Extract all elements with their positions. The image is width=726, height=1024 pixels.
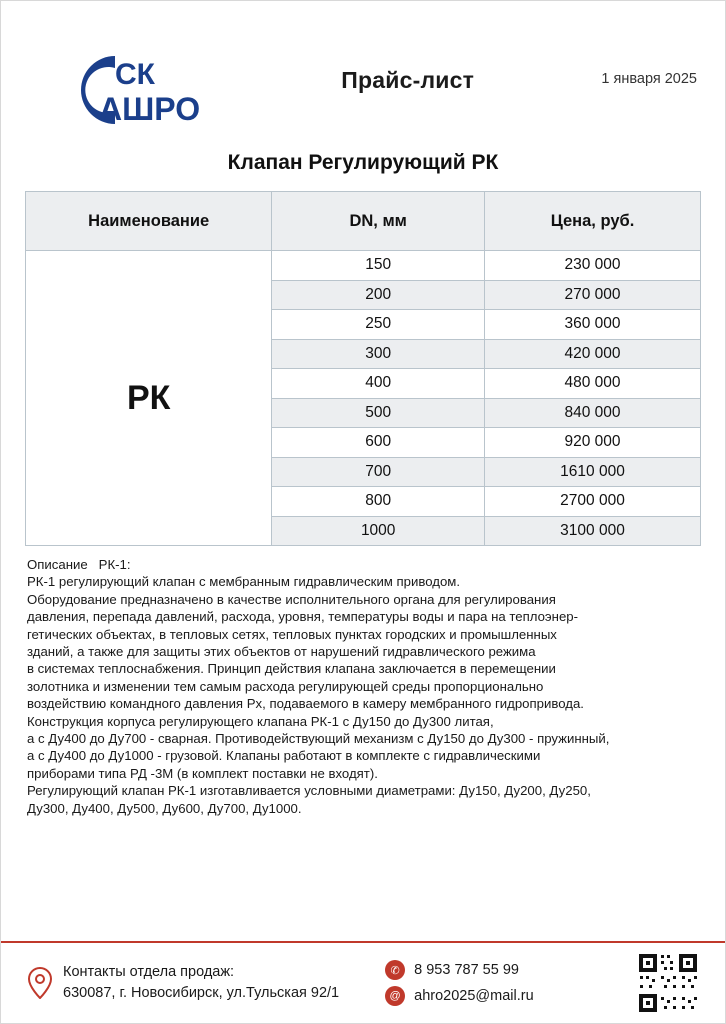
logo-text-line2: АШРО — [99, 91, 201, 127]
qr-code-icon[interactable] — [637, 952, 699, 1014]
description-line: давления, перепада давлений, расхода, уровня, температуры воды и пара на теплоэнер- — [27, 609, 579, 625]
description-line: Оборудование предназначено в качестве исполнительного органа для регулирования — [27, 591, 556, 607]
product-description — [27, 556, 699, 817]
product-title: Клапан Регулирующий РК — [227, 151, 499, 174]
cell-price: 360 000 — [485, 310, 701, 340]
phone-number[interactable]: 8 953 787 55 99 — [414, 962, 519, 978]
cell-price: 1610 000 — [485, 457, 701, 487]
description-line: зданий, а также для защиты этих объектов от нарушений гидравлического режима — [27, 644, 536, 660]
table-row — [26, 251, 701, 281]
email-row[interactable] — [385, 986, 637, 1006]
column-header-name: Наименование — [26, 192, 272, 251]
cell-price: 840 000 — [485, 398, 701, 428]
column-header-dn: DN, мм — [272, 192, 485, 251]
page-title: Прайс-лист — [341, 66, 475, 93]
price-table-body — [26, 251, 701, 546]
description-line: Конструкция корпуса регулирующего клапана РК-1 с Ду150 до Ду300 литая, — [27, 713, 494, 729]
cell-price: 230 000 — [485, 251, 701, 281]
cell-dn: 600 — [272, 428, 485, 458]
description-line: золотника и изменении тем самым расхода регулирующей среды пропорционально — [27, 678, 544, 694]
footer-contacts-block — [339, 960, 637, 1006]
phone-row[interactable] — [385, 960, 637, 980]
company-address: 630087, г. Новосибирск, ул.Тульская 92/1 — [63, 985, 340, 1001]
description-heading: Описание РК-1: — [27, 557, 131, 572]
cell-price: 480 000 — [485, 369, 701, 399]
cell-dn: 400 — [272, 369, 485, 399]
cell-dn: 800 — [272, 487, 485, 517]
cell-price: 2700 000 — [485, 487, 701, 517]
description-line: в системах теплоснабжения. Принцип действия клапана заключается в перемещении — [27, 661, 556, 677]
price-list-date: 1 января 2025 — [601, 71, 697, 87]
price-table-wrapper — [25, 191, 701, 546]
email-address[interactable]: ahro2025@mail.ru — [414, 988, 534, 1004]
description-line: гетических объектах, в тепловых сетях, тепловых пунктах городских и промышленных — [27, 626, 557, 642]
description-line: а с Ду400 до Ду700 - сварная. Противодействующий механизм с Ду150 до Ду300 - пружинный, — [27, 731, 610, 747]
description-line: Регулирующий клапан РК-1 изготавливается условными диаметрами: Ду150, Ду200, Ду250, — [27, 783, 591, 799]
product-name-cell: РК — [26, 251, 272, 546]
contacts-label: Контакты отдела продаж: — [63, 964, 235, 980]
description-line: РК-1 регулирующий клапан с мембранным гидравлическим приводом. — [27, 574, 461, 590]
cell-price: 420 000 — [485, 339, 701, 369]
page-footer — [1, 941, 725, 1023]
cell-dn: 200 — [272, 280, 485, 310]
description-line: воздействию командного давления Рх, подаваемого в камеру мембранного гидропривода. — [27, 696, 584, 712]
cell-dn: 500 — [272, 398, 485, 428]
column-header-price: Цена, руб. — [485, 192, 701, 251]
cell-dn: 300 — [272, 339, 485, 369]
logo-text-line1: СК — [115, 58, 155, 91]
description-line: а с Ду400 до Ду1000 - грузовой. Клапаны работают в комплекте с гидравлическими — [27, 748, 541, 764]
cell-price: 920 000 — [485, 428, 701, 458]
footer-address-block — [27, 962, 339, 1004]
cell-dn: 1000 — [272, 516, 485, 546]
email-icon: @ — [385, 986, 405, 1006]
cell-price: 270 000 — [485, 280, 701, 310]
page-header — [1, 1, 725, 159]
cell-dn: 700 — [272, 457, 485, 487]
price-table — [25, 191, 701, 546]
description-line: приборами типа РД -3М (в комплект поставки не входят). — [27, 765, 378, 781]
table-header-row — [26, 192, 701, 251]
footer-address-text — [63, 962, 339, 1004]
company-logo — [29, 20, 234, 140]
cell-dn: 250 — [272, 310, 485, 340]
description-line: Ду300, Ду400, Ду500, Ду600, Ду700, Ду1000. — [27, 800, 302, 816]
location-pin-icon — [27, 967, 53, 999]
cell-price: 3100 000 — [485, 516, 701, 546]
cell-dn: 150 — [272, 251, 485, 281]
phone-icon: ✆ — [385, 960, 405, 980]
